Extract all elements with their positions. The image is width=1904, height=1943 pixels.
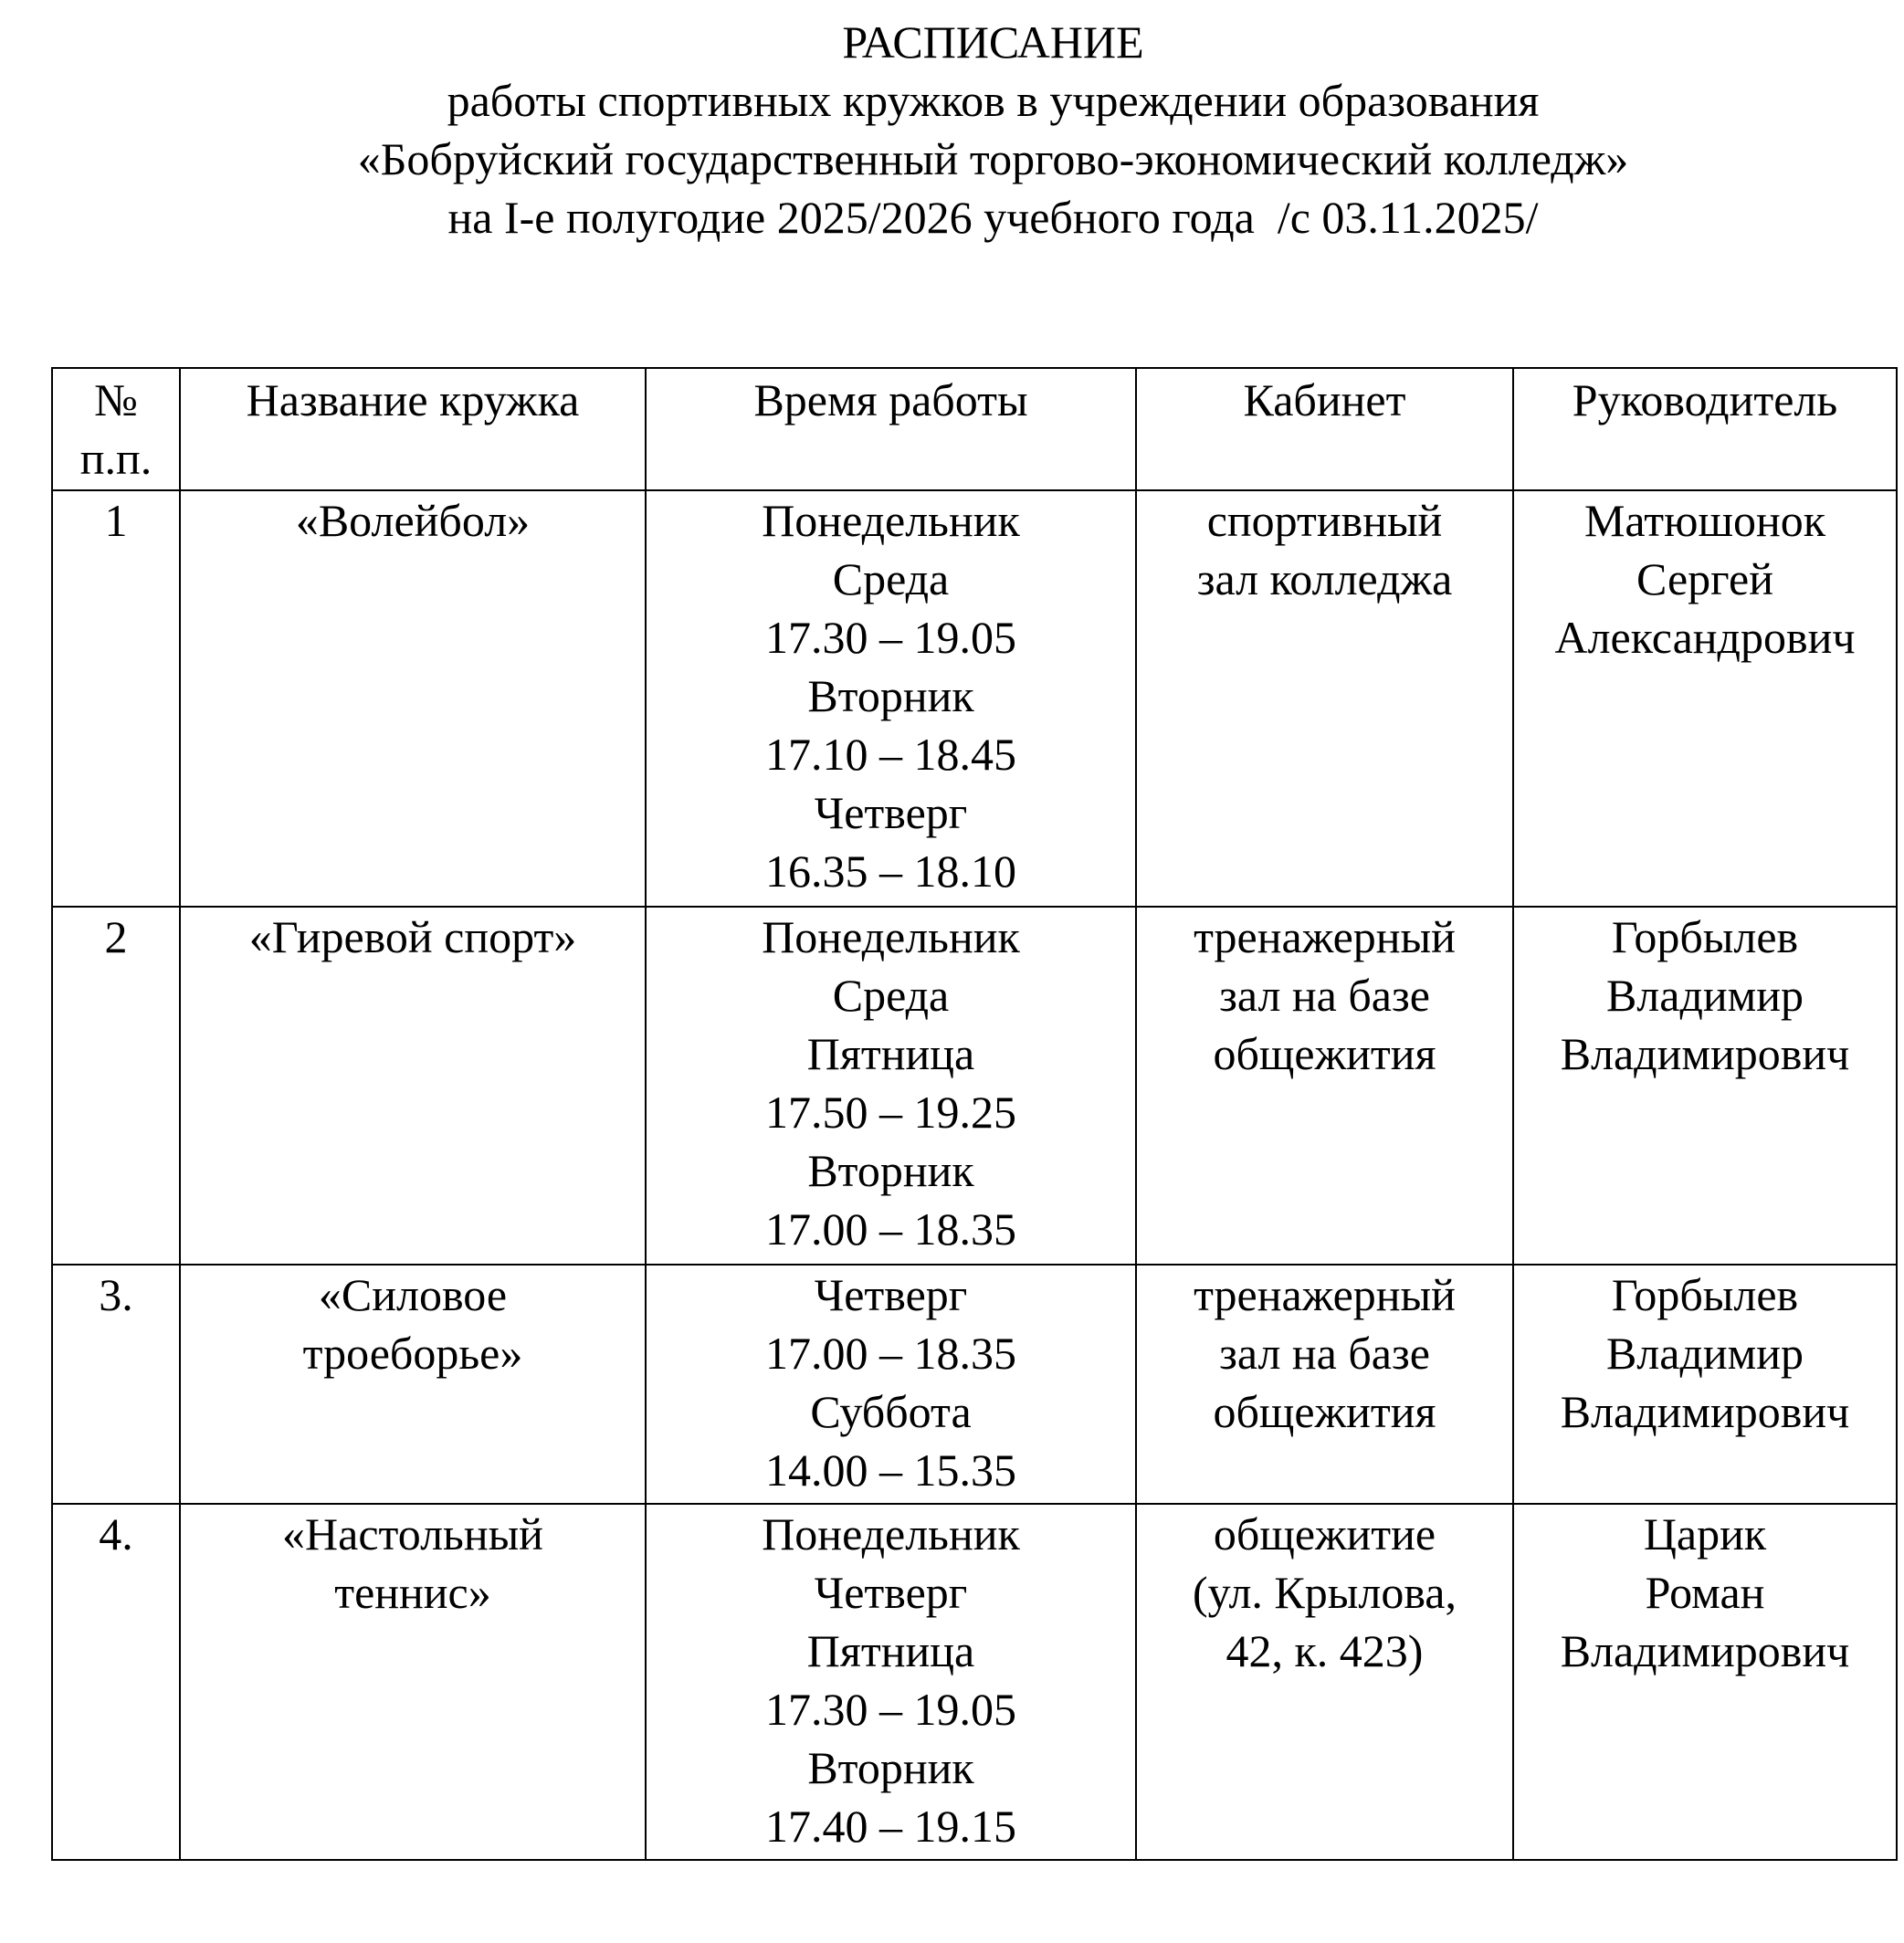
column-header-number — [52, 368, 180, 490]
cell-time-line: Понедельник — [762, 911, 1020, 962]
cell-room-line: 42, к. 423) — [1226, 1625, 1424, 1676]
column-header-number-line: п.п. — [79, 433, 153, 484]
cell-room-line: зал колледжа — [1196, 553, 1453, 604]
cell-room-line: тренажерный — [1194, 911, 1456, 962]
cell-club-name-line: «Гиревой спорт» — [248, 911, 577, 962]
document-subtitle-line-1: работы спортивных кружков в учреждении образования — [447, 75, 1540, 126]
cell-number — [52, 907, 180, 1265]
cell-time-line: 14.00 – 15.35 — [765, 1444, 1016, 1496]
cell-time-line: Среда — [832, 970, 950, 1021]
schedule-table — [51, 367, 1898, 1861]
cell-room-line: общежитие — [1213, 1508, 1436, 1560]
cell-time — [646, 1265, 1136, 1504]
cell-room-line: общежития — [1213, 1028, 1436, 1079]
cell-time-line: Четверг — [814, 1269, 968, 1320]
cell-time-line: Вторник — [807, 1145, 974, 1196]
cell-number — [52, 1265, 180, 1504]
cell-leader-line: Матюшонок — [1583, 495, 1826, 546]
cell-leader-line: Владимирович — [1560, 1386, 1850, 1437]
cell-time-line: Среда — [832, 553, 950, 604]
cell-leader — [1513, 1504, 1897, 1860]
cell-time-line: 17.40 – 19.15 — [765, 1801, 1016, 1852]
cell-number-line: 2 — [104, 911, 128, 962]
table-row — [52, 1265, 1897, 1504]
column-header-room-label: Кабинет — [1243, 374, 1406, 425]
cell-time-line: 17.00 – 18.35 — [765, 1328, 1016, 1379]
cell-time-line: Понедельник — [762, 1508, 1020, 1560]
cell-time-line: Четверг — [814, 787, 968, 838]
cell-club-name-line: троеборье» — [302, 1328, 523, 1379]
cell-time-line: 16.35 – 18.10 — [765, 845, 1016, 897]
column-header-club-name — [180, 368, 646, 490]
cell-club-name — [180, 490, 646, 907]
cell-room — [1136, 1265, 1513, 1504]
column-header-time — [646, 368, 1136, 490]
document-subtitle-line-3: на I-е полугодие 2025/2026 учебного года /с 03.11.2025/ — [447, 192, 1539, 243]
table-header-row — [52, 368, 1897, 490]
table-row — [52, 1504, 1897, 1860]
cell-room-line: зал на базе — [1219, 970, 1430, 1021]
cell-number-line: 3. — [99, 1269, 133, 1320]
cell-time — [646, 907, 1136, 1265]
cell-club-name — [180, 1265, 646, 1504]
column-header-room — [1136, 368, 1513, 490]
cell-room — [1136, 1504, 1513, 1860]
cell-room-line: зал на базе — [1219, 1328, 1430, 1379]
cell-room — [1136, 490, 1513, 907]
cell-leader-line: Владимир — [1605, 1328, 1804, 1379]
cell-time-line: Четверг — [814, 1567, 968, 1618]
cell-leader — [1513, 1265, 1897, 1504]
cell-time-line: Пятница — [806, 1028, 975, 1079]
cell-time-line: 17.30 – 19.05 — [765, 612, 1016, 663]
column-header-club-name-label: Название кружка — [246, 374, 580, 425]
cell-leader-line: Сергей — [1636, 553, 1773, 604]
cell-room-line: тренажерный — [1194, 1269, 1456, 1320]
cell-club-name — [180, 1504, 646, 1860]
cell-time-line: 17.10 – 18.45 — [765, 729, 1016, 780]
column-header-time-label: Время работы — [753, 374, 1028, 425]
cell-time-line: Понедельник — [762, 495, 1020, 546]
cell-room-line: спортивный — [1206, 495, 1443, 546]
cell-time-line: Пятница — [806, 1625, 975, 1676]
cell-time-line: 17.00 – 18.35 — [765, 1203, 1016, 1255]
cell-time-line: Вторник — [807, 1742, 974, 1793]
cell-club-name-line: «Настольный — [282, 1508, 543, 1560]
cell-time-line: Суббота — [810, 1386, 972, 1437]
cell-time-line: 17.50 – 19.25 — [765, 1087, 1016, 1138]
document-title: РАСПИСАНИЕ — [842, 16, 1144, 68]
cell-time-line: Вторник — [807, 670, 974, 721]
cell-time-line: 17.30 – 19.05 — [765, 1684, 1016, 1735]
table-row — [52, 490, 1897, 907]
table-row — [52, 907, 1897, 1265]
cell-leader — [1513, 907, 1897, 1265]
cell-leader-line: Владимирович — [1560, 1028, 1850, 1079]
cell-room-line: (ул. Крылова, — [1193, 1567, 1457, 1618]
column-header-number-line: № — [94, 374, 138, 425]
cell-club-name — [180, 907, 646, 1265]
cell-club-name-line: «Волейбол» — [295, 495, 531, 546]
cell-leader — [1513, 490, 1897, 907]
document-subtitle-line-2: «Бобруйский государственный торгово-экономический колледж» — [357, 133, 1629, 184]
cell-leader-line: Роман — [1645, 1567, 1765, 1618]
cell-number-line: 4. — [99, 1508, 133, 1560]
cell-leader-line: Александрович — [1554, 612, 1856, 663]
cell-time — [646, 1504, 1136, 1860]
cell-room-line: общежития — [1213, 1386, 1436, 1437]
cell-leader-line: Владимирович — [1560, 1625, 1850, 1676]
cell-number — [52, 1504, 180, 1860]
cell-leader-line: Горбылев — [1611, 911, 1799, 962]
cell-club-name-line: «Силовое — [318, 1269, 508, 1320]
cell-time — [646, 490, 1136, 907]
column-header-leader — [1513, 368, 1897, 490]
cell-number-line: 1 — [104, 495, 128, 546]
cell-room — [1136, 907, 1513, 1265]
cell-leader-line: Владимир — [1605, 970, 1804, 1021]
column-header-leader-label: Руководитель — [1572, 374, 1838, 425]
cell-leader-line: Горбылев — [1611, 1269, 1799, 1320]
document-header — [0, 13, 1904, 247]
cell-club-name-line: теннис» — [334, 1567, 491, 1618]
cell-number — [52, 490, 180, 907]
cell-leader-line: Царик — [1643, 1508, 1767, 1560]
